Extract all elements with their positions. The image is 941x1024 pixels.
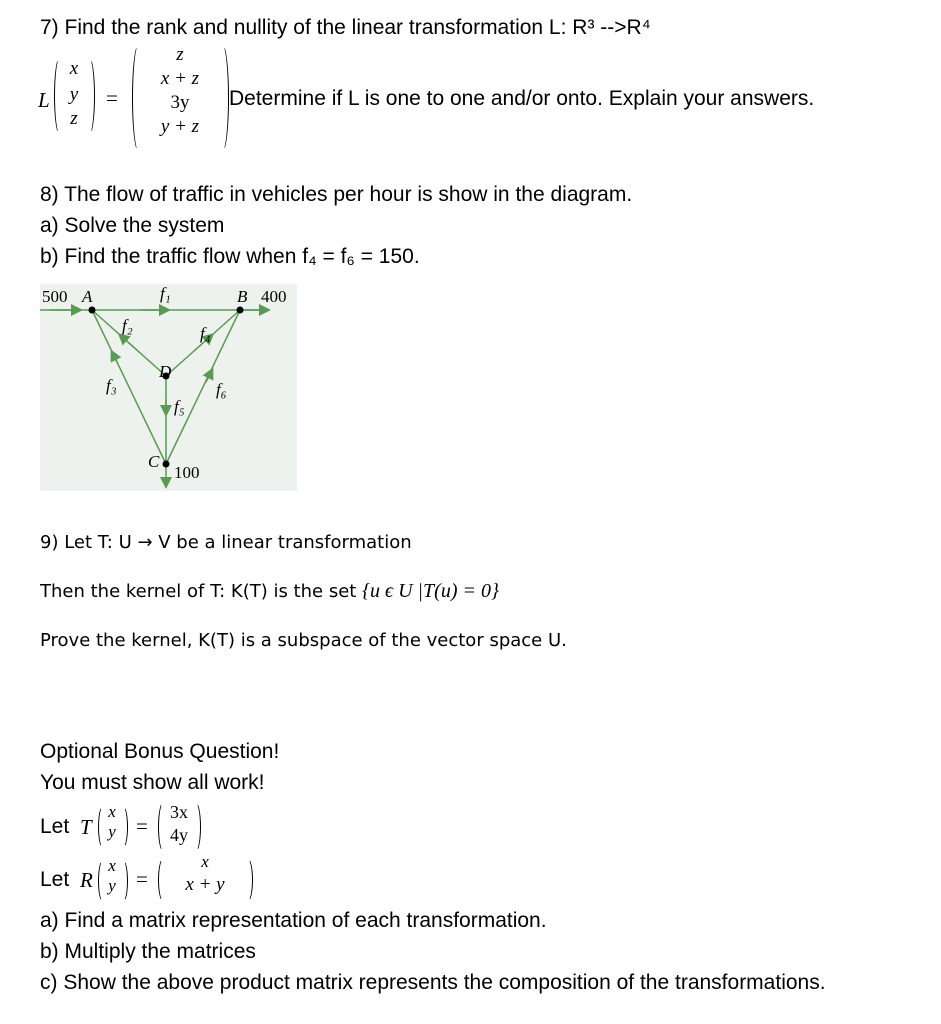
bonus-R-in-right-paren	[120, 860, 128, 902]
q7-output-row3: 3y	[170, 92, 190, 113]
label-f5: f₅	[174, 397, 185, 416]
label-node-a: A	[82, 287, 93, 306]
label-node-c: C	[148, 452, 160, 471]
label-node-d: D	[159, 362, 172, 381]
q9-prove: Prove the kernel, K(T) is a subspace of the vector space U.	[40, 630, 567, 651]
bonus-R-equals: =	[136, 867, 148, 891]
bonus-T-in-right-paren	[120, 806, 128, 848]
bonus-T-in-x: x	[108, 802, 116, 821]
q9-kernel-line	[40, 580, 499, 603]
q7-explain: Determine if L is one to one and/or onto. Explain your answers.	[229, 87, 815, 110]
q7-equation	[30, 44, 230, 154]
label-f3: f₃	[106, 376, 117, 395]
node-c-dot	[163, 461, 170, 468]
q7-L: L	[38, 88, 50, 112]
bonus-T-out-row2: 4y	[170, 825, 188, 845]
traffic-diagram	[40, 284, 297, 491]
bonus-part-b: b) Multiply the matrices	[40, 940, 256, 963]
q7-output-right-paren	[218, 44, 229, 152]
bonus-R-let: Let	[40, 868, 70, 891]
q7-input-z: z	[70, 108, 78, 129]
node-b-dot	[237, 307, 244, 314]
q7-input-right-paren	[86, 58, 95, 134]
bonus-T-in-y: y	[108, 822, 116, 841]
q8-part-b: b) Find the traffic flow when f₄ = f₆ = 150.	[40, 245, 420, 268]
q7-output-row1: z	[176, 44, 184, 65]
q7-output-row4: y + z	[160, 116, 200, 137]
q7-title: 7) Find the rank and nullity of the linear transformation L: R³ -->R⁴	[40, 16, 651, 39]
q7-output-row2: x + z	[160, 68, 200, 89]
q7-input-x: x	[69, 58, 79, 79]
arrow-f2	[120, 335, 138, 351]
q9-title: 9) Let T: U → V be a linear transformation	[40, 532, 412, 553]
bonus-part-a: a) Find a matrix representation of each transformation.	[40, 909, 547, 932]
bonus-R-equation	[40, 854, 300, 904]
traffic-network	[40, 284, 297, 491]
q8-part-a: a) Solve the system	[40, 214, 225, 237]
node-a-dot	[89, 307, 96, 314]
bonus-R-out-row2: x + y	[185, 874, 225, 895]
arrow-f6	[206, 370, 212, 382]
q9-kernel-prefix: Then the kernel of T: K(T) is the set	[40, 581, 363, 602]
bonus-part-c: c) Show the above product matrix represents the composition of the transformations.	[40, 971, 826, 994]
label-f2: f₂	[122, 316, 133, 335]
bonus-T-let: Let	[40, 815, 70, 838]
bonus-R-in-y: y	[108, 876, 116, 895]
bonus-T-symbol: T	[80, 815, 92, 839]
bonus-T-out-right-paren	[192, 802, 201, 852]
bonus-R-out-right-paren	[244, 858, 253, 902]
label-f1: f₁	[160, 284, 171, 303]
bonus-R-out-row1: x	[201, 852, 209, 871]
q7-input-left-paren	[54, 58, 63, 134]
bonus-R-symbol: R	[80, 868, 93, 892]
bonus-T-equals: =	[136, 814, 148, 838]
bonus-T-equation	[40, 800, 240, 854]
arrow-f3	[112, 352, 118, 364]
q7-input-y: y	[69, 84, 79, 105]
label-f6: f₆	[216, 380, 227, 399]
label-f4: f₄	[200, 324, 211, 343]
q7-equals: =	[106, 86, 118, 110]
label-400: 400	[261, 287, 287, 306]
label-100: 100	[174, 463, 200, 482]
bonus-T-out-row1: 3x	[170, 802, 188, 822]
q9-kernel-set: {u ϵ U |T(u) = 0}	[362, 580, 499, 602]
label-500: 500	[42, 287, 68, 306]
bonus-title: Optional Bonus Question!	[40, 740, 280, 763]
bonus-note: You must show all work!	[40, 771, 265, 794]
bonus-R-in-x: x	[108, 856, 116, 875]
q8-title: 8) The flow of traffic in vehicles per hour is show in the diagram.	[40, 183, 633, 206]
label-node-b: B	[237, 287, 248, 306]
